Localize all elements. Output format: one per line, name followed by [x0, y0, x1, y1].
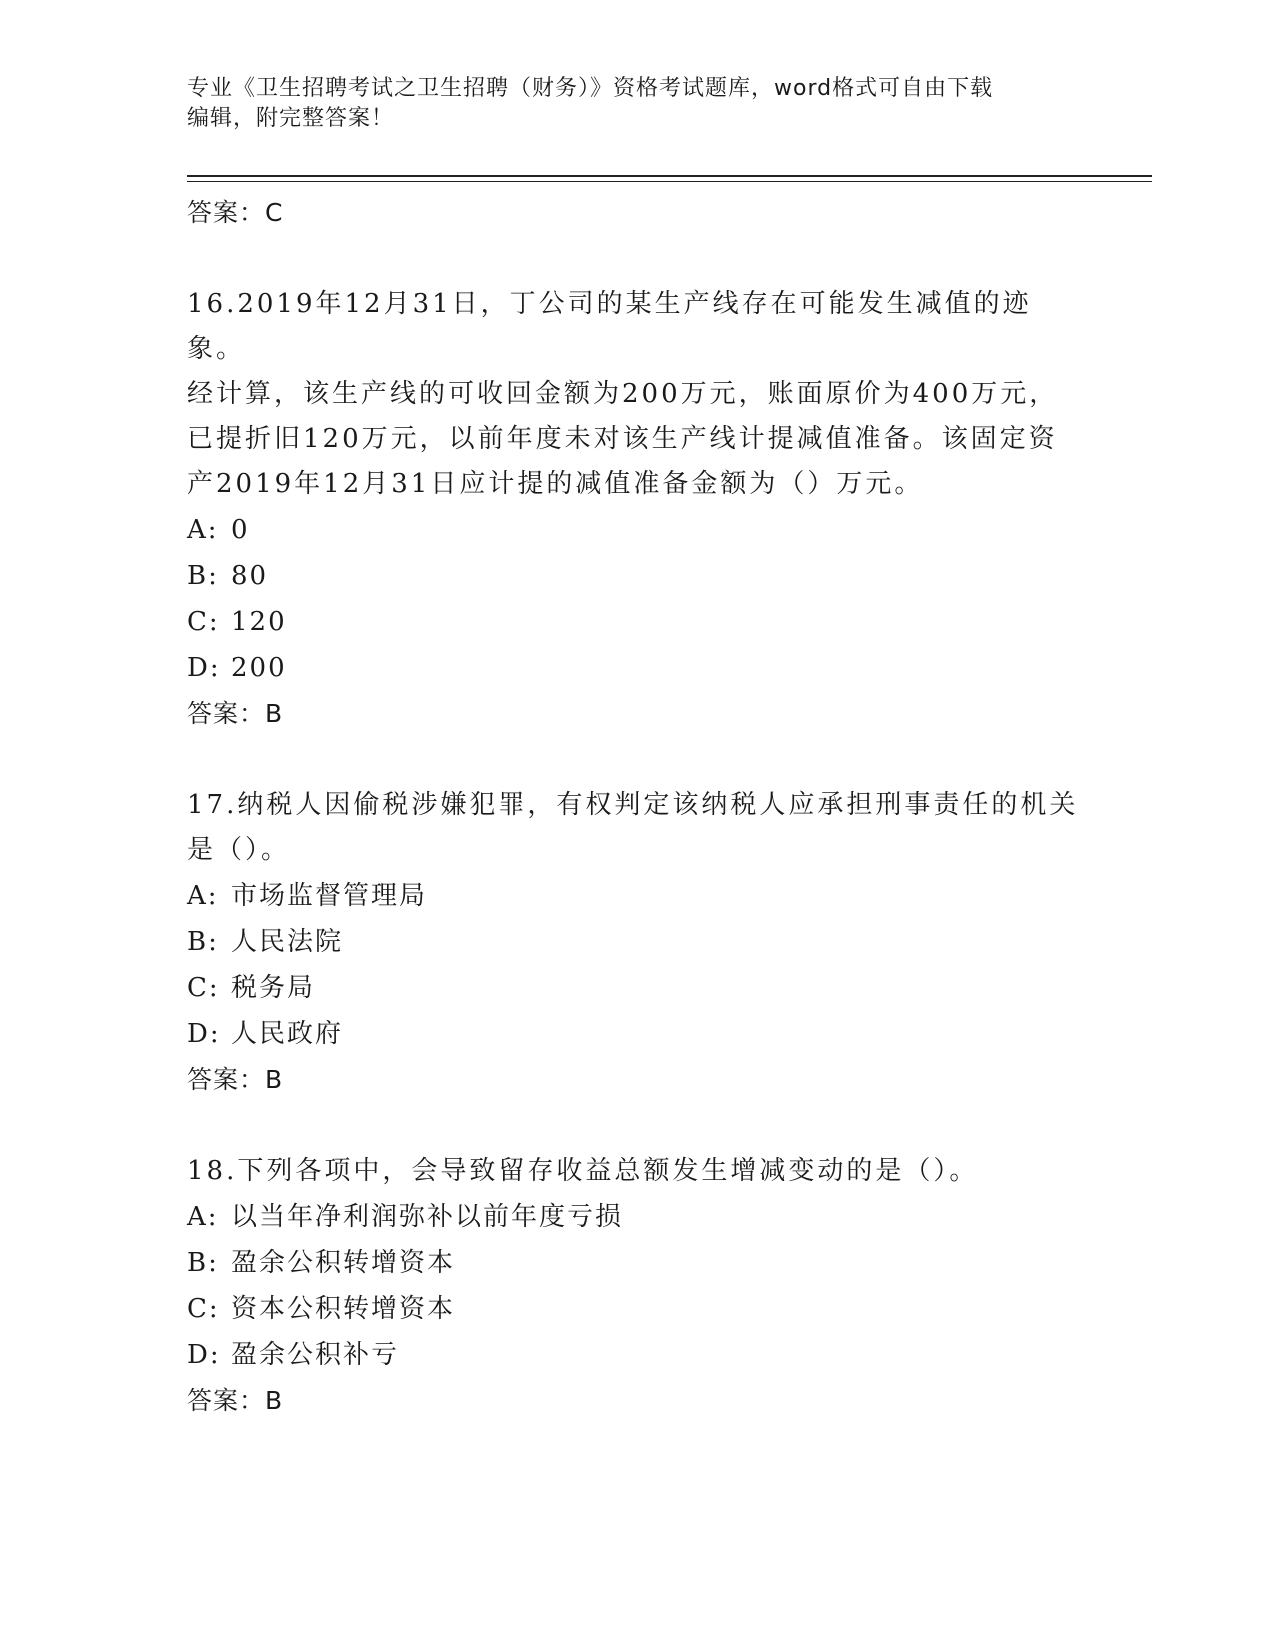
- option-d: [187, 1332, 1087, 1378]
- option-text: 120: [231, 607, 287, 637]
- option-c: [187, 1286, 1087, 1332]
- option-letter: C:: [187, 973, 220, 1003]
- option-text: 200: [231, 653, 287, 683]
- option-text: 市场监督管理局: [231, 881, 428, 911]
- question-line: 18.下列各项中，会导致留存收益总额发生增减变动的是（）。: [187, 1156, 979, 1186]
- question-18: [187, 1149, 1087, 1424]
- option-b: [187, 919, 1087, 965]
- option-letter: B:: [187, 1248, 219, 1278]
- option-letter: A:: [187, 881, 219, 911]
- option-text: 80: [231, 561, 269, 591]
- option-letter: A:: [187, 1202, 219, 1232]
- option-letter: D:: [187, 1340, 221, 1370]
- question-list: [187, 190, 1087, 1424]
- question-16: [187, 282, 1087, 737]
- question-line: 已提折旧120万元，以前年度未对该生产线计提减值准备。该固定资: [187, 424, 1058, 454]
- header-divider-thin: [187, 181, 1152, 182]
- option-text: 资本公积转增资本: [231, 1294, 456, 1324]
- option-letter: C:: [187, 1294, 220, 1324]
- answer-line: 答案：B: [187, 1065, 284, 1094]
- option-a: [187, 507, 1087, 553]
- question-line: 16.2019年12月31日，丁公司的某生产线存在可能发生减值的迹象。: [187, 289, 1032, 364]
- option-a: [187, 873, 1087, 919]
- option-letter: C:: [187, 607, 220, 637]
- option-d: [187, 1011, 1087, 1057]
- previous-answer: 答案：C: [187, 198, 284, 227]
- option-b: [187, 1240, 1087, 1286]
- option-c: [187, 965, 1087, 1011]
- option-text: 盈余公积补亏: [231, 1340, 400, 1370]
- answer-line: 答案：B: [187, 699, 284, 728]
- option-text: 盈余公积转增资本: [231, 1248, 456, 1278]
- question-stem: [187, 282, 1087, 507]
- question-stem: [187, 783, 1087, 873]
- option-letter: A:: [187, 515, 219, 545]
- option-d: [187, 645, 1087, 691]
- header-line-2: 编辑，附完整答案！: [187, 106, 395, 131]
- option-letter: B:: [187, 927, 219, 957]
- option-text: 以当年净利润弥补以前年度亏损: [231, 1202, 624, 1232]
- option-text: 人民政府: [231, 1019, 344, 1049]
- question-line: 经计算，该生产线的可收回金额为200万元，账面原价为400万元，: [187, 379, 1059, 409]
- option-letter: D:: [187, 653, 221, 683]
- option-a: [187, 1194, 1087, 1240]
- option-text: 税务局: [231, 973, 316, 1003]
- option-text: 0: [231, 515, 250, 545]
- option-letter: B:: [187, 561, 219, 591]
- option-b: [187, 553, 1087, 599]
- answer-line: 答案：B: [187, 1386, 284, 1415]
- document-header: [187, 74, 1087, 134]
- header-line-1: 专业《卫生招聘考试之卫生招聘（财务）》资格考试题库，word格式可自由下载: [187, 76, 994, 101]
- question-17: [187, 783, 1087, 1103]
- header-divider-thick: [187, 175, 1152, 177]
- question-stem: [187, 1149, 1087, 1194]
- option-c: [187, 599, 1087, 645]
- question-line: 是（）。: [187, 835, 291, 865]
- question-line: 产2019年12月31日应计提的减值准备金额为（）万元。: [187, 469, 924, 499]
- question-line: 17.纳税人因偷税涉嫌犯罪，有权判定该纳税人应承担刑事责任的机关: [187, 790, 1079, 820]
- option-letter: D:: [187, 1019, 221, 1049]
- option-text: 人民法院: [231, 927, 344, 957]
